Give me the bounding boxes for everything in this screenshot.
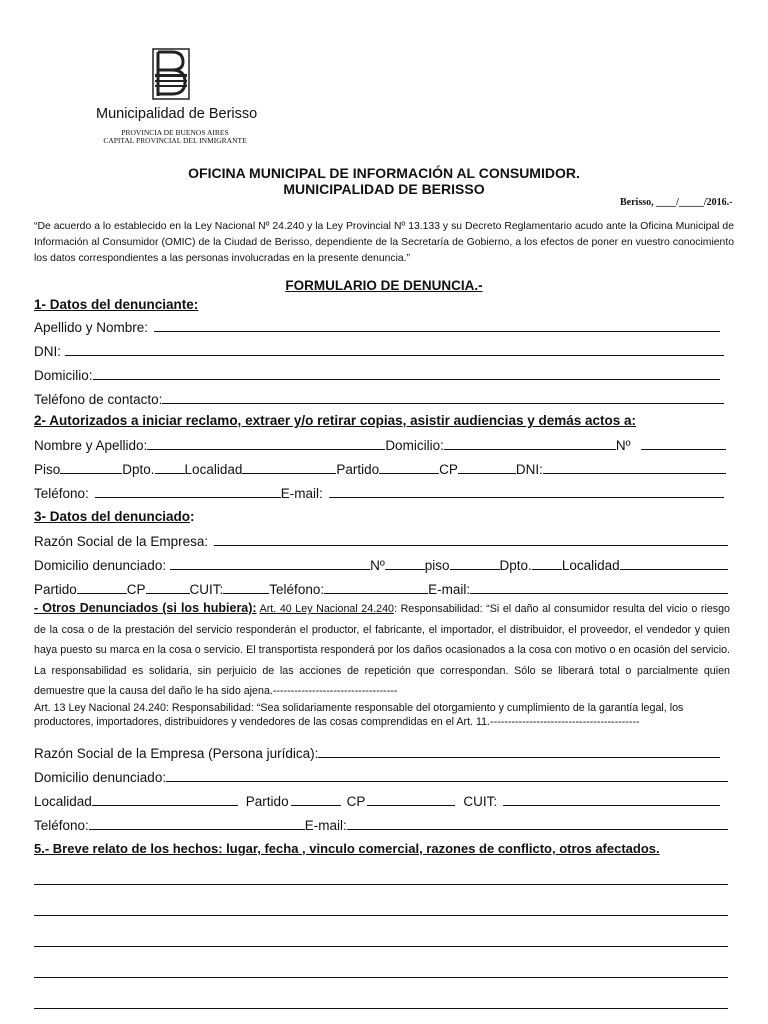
relato-line[interactable] <box>34 946 728 947</box>
otros-telefono-label: Teléfono: <box>34 818 89 833</box>
relato-line[interactable] <box>34 977 728 978</box>
municipal-logo <box>152 48 190 100</box>
autorizado-email-field[interactable] <box>329 497 724 498</box>
autorizado-dni-label: DNI: <box>515 462 543 477</box>
denunciado-numero-field[interactable] <box>385 569 425 570</box>
autorizado-partido-label: Partido <box>336 462 380 477</box>
autorizado-dpto-label: Dpto. <box>122 462 155 477</box>
denunciado-dpto-field[interactable] <box>532 569 562 570</box>
autorizado-nombre-field[interactable] <box>147 449 385 450</box>
otros-partido-label: Partido <box>245 794 289 809</box>
denunciado-dpto-label: Dpto. <box>499 558 532 573</box>
denunciado-domicilio-row <box>34 553 728 573</box>
autorizado-piso-field[interactable] <box>60 473 122 474</box>
section1-heading-row <box>34 292 728 312</box>
dni-label: DNI: <box>34 344 61 359</box>
office-subtitle: MUNICIPALIDAD DE BERISSO <box>283 181 485 197</box>
otros-heading: - Otros Denunciados (si los hubiera): <box>34 601 257 615</box>
relato-line[interactable] <box>34 915 728 916</box>
office-title: OFICINA MUNICIPAL DE INFORMACIÓN AL CONSUMIDOR. <box>188 165 580 181</box>
relato-line[interactable] <box>34 884 728 885</box>
art40-ref: Art. 40 Ley Nacional 24.240 <box>259 603 395 615</box>
province-subtitle <box>96 129 254 145</box>
dni-row <box>34 339 724 359</box>
denunciado-piso-field[interactable] <box>450 569 500 570</box>
autorizado-domicilio-label: Domicilio: <box>385 438 444 453</box>
apellido-label: Apellido y Nombre: <box>34 320 149 335</box>
otros-cuit-field[interactable] <box>503 805 720 806</box>
autorizado-telefono-label: Teléfono: <box>34 486 89 501</box>
denunciado-cp-field[interactable] <box>146 593 190 594</box>
autorizado-numero-field[interactable] <box>641 449 726 450</box>
capital-line: CAPITAL PROVINCIAL DEL INMIGRANTE <box>103 136 247 145</box>
apellido-row <box>34 315 720 335</box>
denunciado-domicilio-label: Domicilio denunciado: <box>34 558 167 573</box>
denunciado-partido-field[interactable] <box>77 593 127 594</box>
section2-heading: 2- Autorizados a iniciar reclamo, extraer y/o retirar copias, asistir audiencias y demás actos a: <box>34 413 637 428</box>
otros-localidad-label: Localidad <box>34 794 92 809</box>
denunciado-email-field[interactable] <box>470 593 728 594</box>
otros-localidad-field[interactable] <box>92 805 238 806</box>
denunciado-partido-row <box>34 577 728 597</box>
otros-domicilio-label: Domicilio denunciado: <box>34 770 167 785</box>
otros-domicilio-field[interactable] <box>166 781 728 782</box>
domicilio-label: Domicilio: <box>34 368 93 383</box>
denunciado-partido-label: Partido <box>34 582 77 597</box>
telefono-row <box>34 387 724 407</box>
intro-paragraph: “De acuerdo a lo establecido en la Ley Nacional Nº 24.240 y la Ley Provincial Nº 13.133 y su Decreto Reglamentario acudo ante la Oficina Municipal de Información al Consumidor (OMIC) de la Ciudad de Berisso, dependiente de la Secretaría de Gobierno, a los efectos de poner en vuestro conocimiento los datos correspondientes a las personas involucradas en la presente denuncia.” <box>34 221 734 264</box>
apellido-field[interactable] <box>154 331 720 332</box>
autorizado-email-label: E-mail: <box>280 486 323 501</box>
relato-line[interactable] <box>34 1008 728 1009</box>
otros-telefono-field[interactable] <box>89 829 305 830</box>
dni-field[interactable] <box>65 355 724 356</box>
denunciado-cp-label: CP <box>126 582 146 597</box>
otros-telefono-row <box>34 813 728 833</box>
autorizado-telefono-row <box>34 481 724 501</box>
section3-heading: 3- Datos del denunciado <box>34 509 191 524</box>
art13-text: : Responsabilidad: “Sea solidariamente responsable del otorgamiento y cumplimiento de la garantía legal, los productores, importadores, distribuidores y vendedores de las cosas comprendidas en el Art. 11.------------------------------------------ <box>34 702 684 728</box>
autorizado-dpto-field[interactable] <box>155 473 185 474</box>
section2-heading-row <box>34 408 728 428</box>
section5-heading-row <box>34 836 734 856</box>
autorizado-domicilio-field[interactable] <box>444 449 616 450</box>
autorizado-nombre-label: Nombre y Apellido: <box>34 438 148 453</box>
denunciado-telefono-field[interactable] <box>324 593 428 594</box>
section3-heading-colon: : <box>190 509 195 524</box>
denunciado-cuit-label: CUIT: <box>189 582 224 597</box>
otros-partido-field[interactable] <box>291 805 341 806</box>
telefono-label: Teléfono de contacto: <box>34 392 163 407</box>
autorizado-cp-field[interactable] <box>458 473 516 474</box>
domicilio-field[interactable] <box>93 379 720 380</box>
otros-razon-label: Razón Social de la Empresa (Persona jurídica): <box>34 746 319 761</box>
art40-text: : Responsabilidad: “Si el daño al consumidor resulta del vicio o riesgo de la cosa o de la prestación del servicio responderán el productor, el fabricante, el importador, el distribuidor, el proveedor, el vendedor y quien haya puesto su marca en la cosa o servicio. El transportista responderá por los daños ocasionados a la cosa con motivo o en ocasión del servicio. La responsabilidad es solidaria, sin perjuicio de las acciones de repetición que correspondan. Sólo se liberará total o parcialmente quien demuestre que la causa del daño le ha sido ajena.----------------------------------- <box>34 603 730 697</box>
otros-cuit-label: CUIT: <box>463 794 498 809</box>
autorizado-piso-label: Piso <box>34 462 61 477</box>
section1-heading: 1- Datos del denunciante: <box>34 297 199 312</box>
autorizado-cp-label: CP <box>439 462 458 477</box>
otros-razon-field[interactable] <box>318 757 720 758</box>
date-line: Berisso, ____/_____/2016.- <box>620 197 733 208</box>
denunciado-localidad-label: Localidad <box>561 558 620 573</box>
denunciado-razon-label: Razón Social de la Empresa: <box>34 534 209 549</box>
autorizado-dni-field[interactable] <box>543 473 726 474</box>
denunciado-email-label: E-mail: <box>428 582 471 597</box>
otros-paragraph <box>34 598 730 702</box>
denunciado-razon-field[interactable] <box>214 545 728 546</box>
denunciado-domicilio-field[interactable] <box>170 569 370 570</box>
denunciado-cuit-field[interactable] <box>223 593 269 594</box>
denunciado-numero-label: Nº <box>370 558 385 573</box>
denunciado-localidad-field[interactable] <box>620 569 728 570</box>
denunciado-piso-label: piso <box>424 558 450 573</box>
section5-heading: 5.- Breve relato de los hechos: lugar, fecha , vinculo comercial, razones de conflicto, otros afectados. <box>34 841 660 856</box>
otros-email-field[interactable] <box>347 829 728 830</box>
autorizado-piso-row <box>34 457 726 477</box>
otros-domicilio-row <box>34 765 728 785</box>
denunciado-razon-row <box>34 529 728 549</box>
art13-ref: Art. 13 Ley Nacional 24.240 <box>34 702 166 714</box>
otros-cp-label: CP <box>346 794 366 809</box>
telefono-field[interactable] <box>162 403 724 404</box>
autorizado-partido-field[interactable] <box>379 473 439 474</box>
section3-heading-row <box>34 504 728 524</box>
autorizado-localidad-field[interactable] <box>242 473 336 474</box>
autorizado-telefono-field[interactable] <box>95 497 281 498</box>
autorizado-numero-label: Nº <box>615 438 631 453</box>
autorizado-localidad-label: Localidad <box>184 462 243 477</box>
otros-razon-row <box>34 741 720 761</box>
domicilio-row <box>34 363 720 383</box>
form-title: FORMULARIO DE DENUNCIA.- <box>285 278 483 293</box>
otros-localidad-row <box>34 789 720 809</box>
otros-cp-field[interactable] <box>367 805 455 806</box>
province-line: PROVINCIA DE BUENOS AIRES <box>121 128 229 137</box>
art13-paragraph <box>34 701 730 729</box>
denunciado-telefono-label: Teléfono: <box>269 582 325 597</box>
otros-email-label: E-mail: <box>304 818 347 833</box>
municipality-name: Municipalidad de Berisso <box>96 106 258 122</box>
autorizado-nombre-row <box>34 433 726 453</box>
